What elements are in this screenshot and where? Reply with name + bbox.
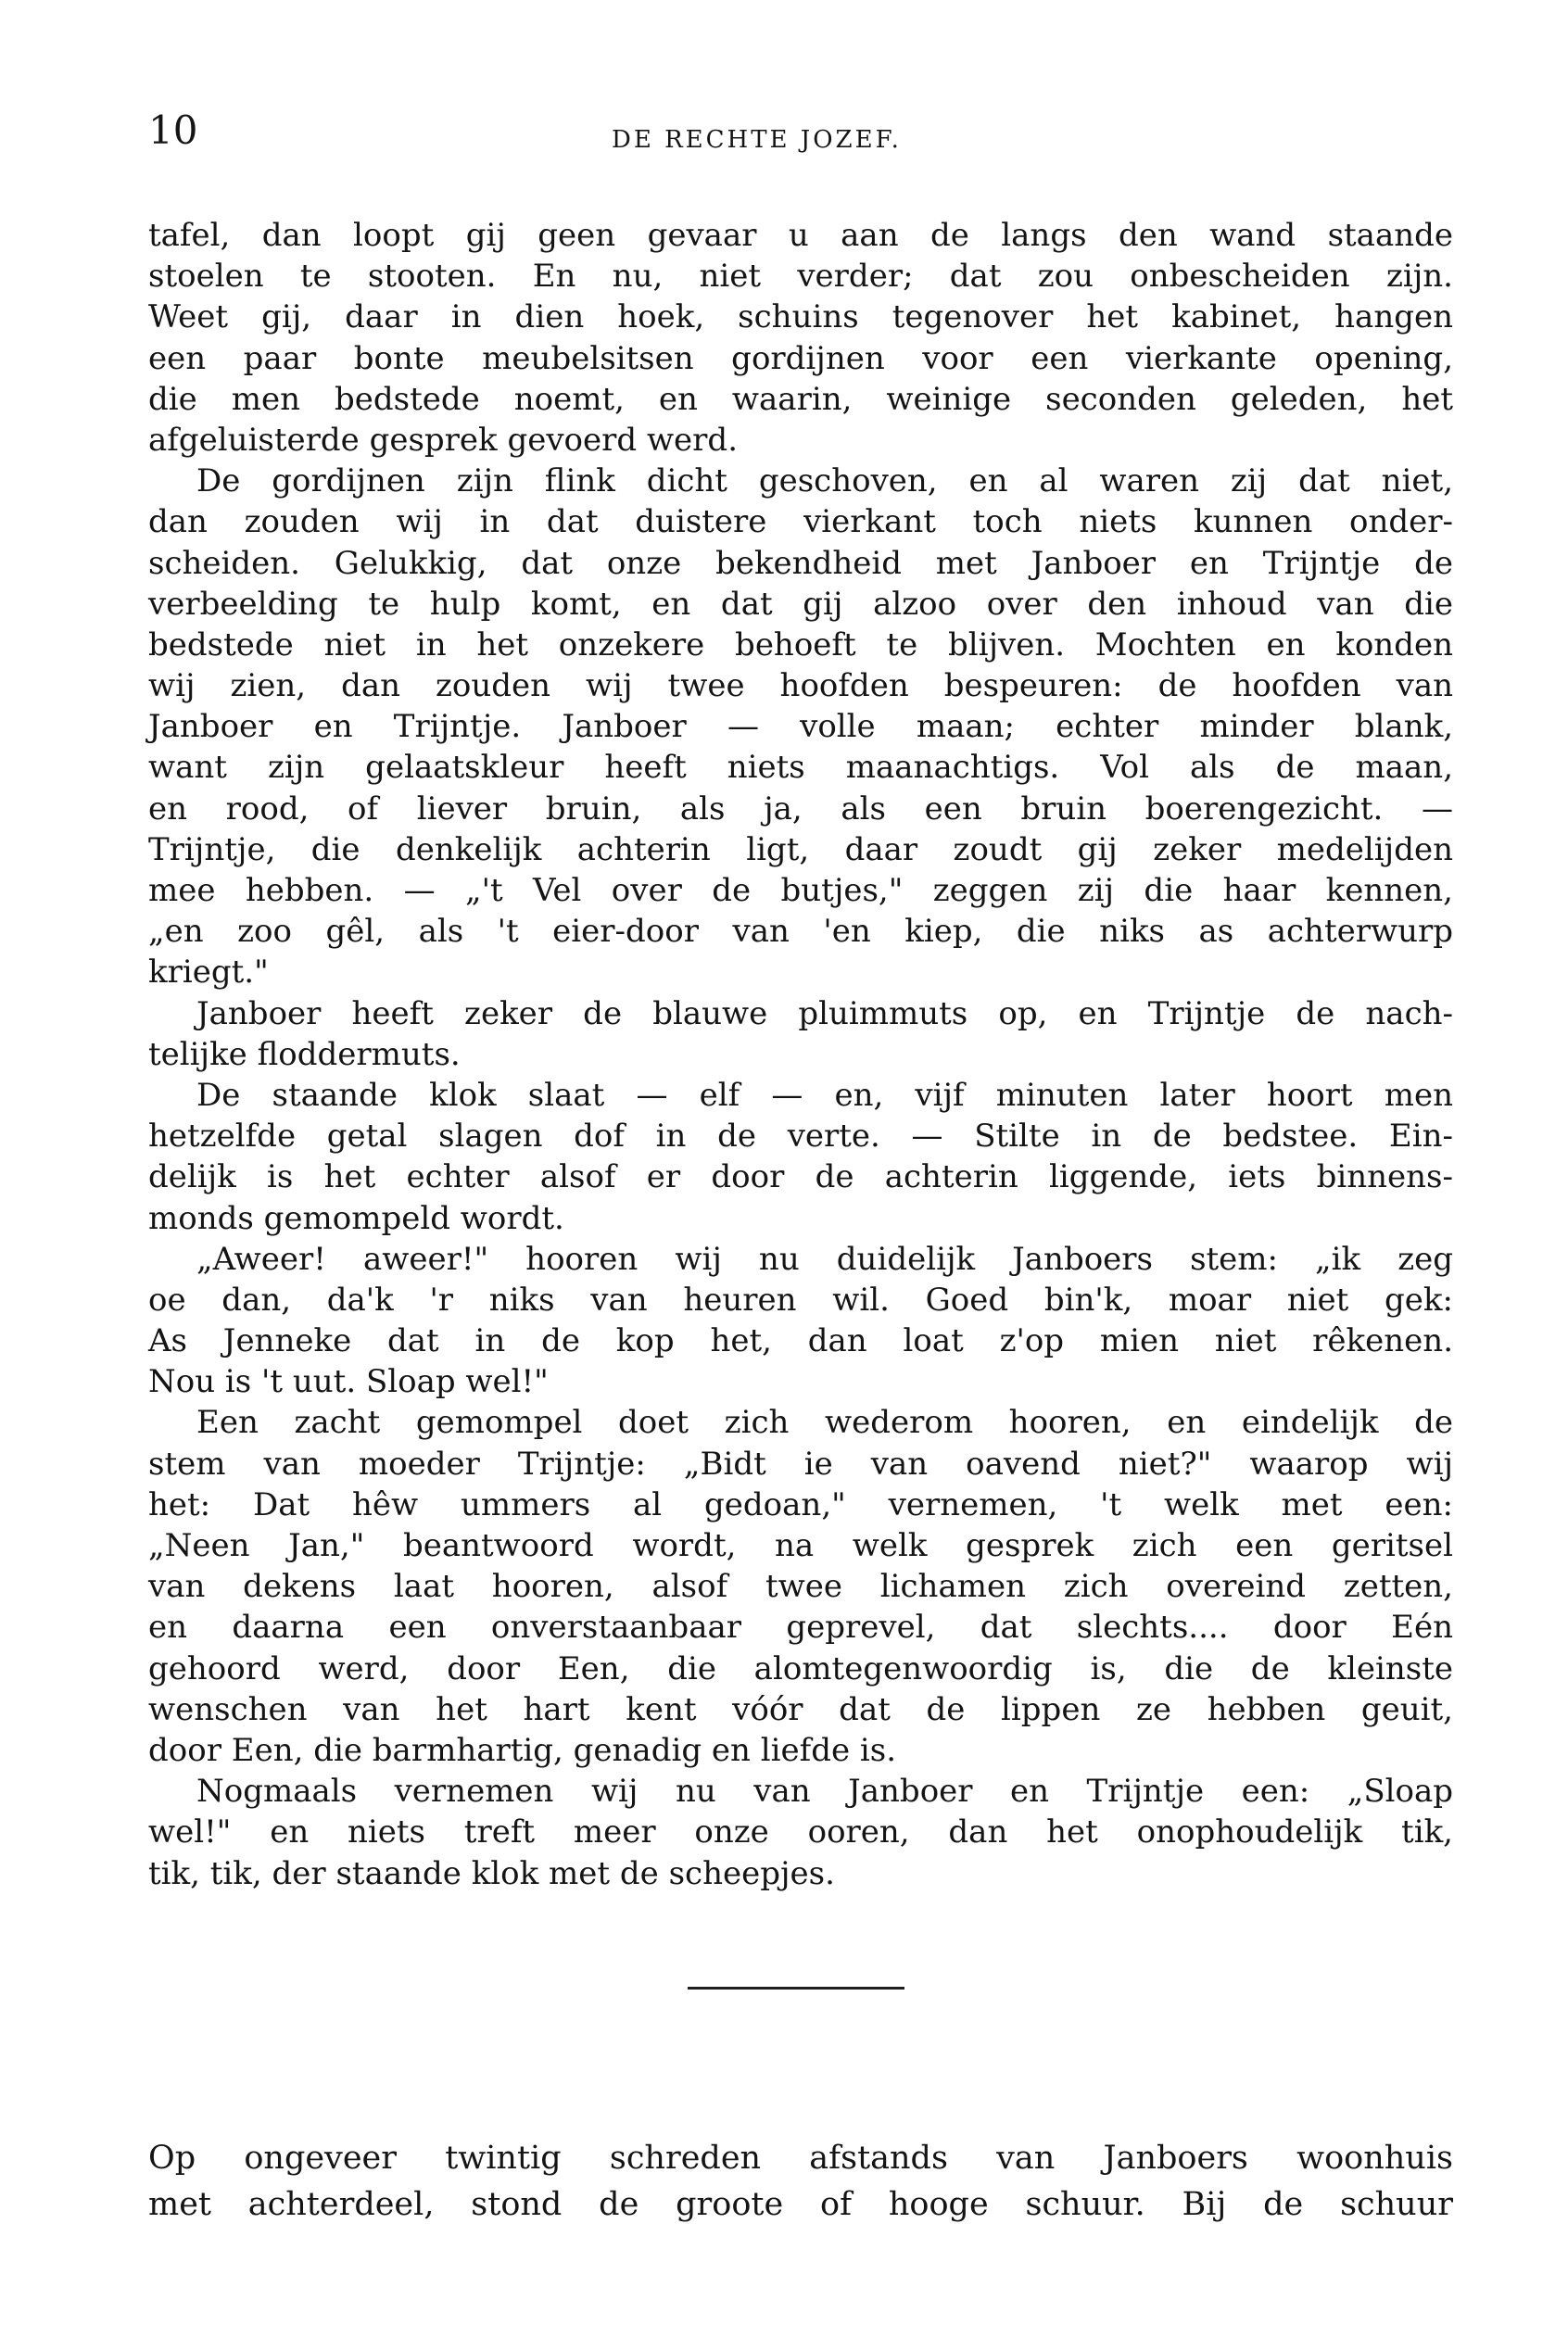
text-line: en rood, of liever bruin, als ja, als een bruin boerengezicht. — xyxy=(148,790,1453,828)
text-line: oe dan, da'k 'r niks van heuren wil. Goed bin'k, moar niet gek: xyxy=(148,1281,1453,1319)
next-section-text xyxy=(148,2135,1453,2228)
text-line: Trijntje, die denkelijk achterin ligt, daar zoudt gij zeker medelijden xyxy=(148,830,1453,868)
text-line: hetzelfde getal slagen dof in de verte. — Stilte in de bedstee. Ein- xyxy=(148,1118,1453,1156)
text-line: delijk is het echter alsof er door de achterin liggende, iets binnens- xyxy=(148,1158,1453,1196)
text-line: dan zouden wij in dat duistere vierkant toch niets kunnen onder- xyxy=(148,503,1453,541)
text-line: en daarna een onverstaanbaar geprevel, dat slechts.... door Eén xyxy=(148,1609,1453,1647)
text-line: Weet gij, daar in dien hoek, schuins tegenover het kabinet, hangen xyxy=(148,298,1453,336)
section-divider-rule xyxy=(688,1987,904,1990)
text-line: „Neen Jan," beantwoord wordt, na welk gesprek zich een geritsel xyxy=(148,1527,1453,1564)
running-title: DE RECHTE JOZEF. xyxy=(612,126,902,154)
text-line: die men bedstede noemt, en waarin, weinige seconden geleden, het xyxy=(148,380,1453,418)
text-line: scheiden. Gelukkig, dat onze bekendheid met Janboer en Trijntje de xyxy=(148,544,1453,582)
text-line: As Jenneke dat in de kop het, dan loat z'op mien niet rêkenen. xyxy=(148,1322,1453,1360)
text-line: „en zoo gêl, als 't eier-door van 'en kiep, die niks as achterwurp xyxy=(148,913,1453,951)
text-line: een paar bonte meubelsitsen gordijnen voor een vierkante opening, xyxy=(148,339,1453,377)
text-line: bedstede niet in het onzekere behoeft te blijven. Mochten en konden xyxy=(148,625,1453,663)
text-line: Nogmaals vernemen wij nu van Janboer en Trijntje een: „Sloap xyxy=(196,1773,1453,1811)
text-line: kriegt." xyxy=(148,954,269,992)
text-line: tik, tik, der staande klok met de scheepjes. xyxy=(148,1854,835,1892)
text-line: monds gemompeld wordt. xyxy=(148,1199,564,1237)
text-line: Janboer heeft zeker de blauwe pluimmuts op, en Trijntje de nach- xyxy=(196,994,1453,1032)
text-line: De gordijnen zijn flink dicht geschoven, en al waren zij dat niet, xyxy=(196,462,1453,500)
text-line: met achterdeel, stond de groote of hooge schuur. Bij de schuur xyxy=(148,2186,1453,2223)
text-line: verbeelding te hulp komt, en dat gij alzoo over den inhoud van die xyxy=(148,585,1453,623)
text-line: het: Dat hêw ummers al gedoan," vernemen, 't welk met een: xyxy=(148,1485,1453,1523)
text-line: stoelen te stooten. En nu, niet verder; dat zou onbescheiden zijn. xyxy=(148,258,1453,296)
text-line: mee hebben. — „'t Vel over de butjes," zeggen zij die haar kennen, xyxy=(148,872,1453,909)
text-line: Nou is 't uut. Sloap wel!" xyxy=(148,1363,549,1401)
text-line: wenschen van het hart kent vóór dat de lippen ze hebben geuit, xyxy=(148,1690,1453,1728)
text-line: tafel, dan loopt gij geen gevaar u aan de langs den wand staande xyxy=(148,217,1453,254)
text-line: Een zacht gemompel doet zich wederom hooren, en eindelijk de xyxy=(196,1404,1453,1442)
text-line: wel!" en niets treft meer onze ooren, dan het onophoudelijk tik, xyxy=(148,1813,1453,1851)
body-text xyxy=(148,215,1453,1894)
text-line: want zijn gelaatskleur heeft niets maanachtigs. Vol als de maan, xyxy=(148,749,1453,787)
text-line: Janboer en Trijntje. Janboer — volle maan; echter minder blank, xyxy=(148,708,1453,746)
text-line: van dekens laat hooren, alsof twee lichamen zich overeind zetten, xyxy=(148,1568,1453,1606)
text-line: De staande klok slaat — elf — en, vijf minuten later hoort men xyxy=(196,1076,1453,1114)
text-line: wij zien, dan zouden wij twee hoofden bespeuren: de hoofden van xyxy=(148,667,1453,705)
text-line: door Een, die barmhartig, genadig en liefde is. xyxy=(148,1731,897,1769)
page-number: 10 xyxy=(148,107,198,153)
text-line: „Aweer! aweer!" hooren wij nu duidelijk Janboers stem: „ik zeg xyxy=(196,1240,1453,1278)
text-line: stem van moeder Trijntje: „Bidt ie van oavend niet?" waarop wij xyxy=(148,1445,1453,1483)
text-line: Op ongeveer twintig schreden afstands van Janboers woonhuis xyxy=(148,2140,1453,2177)
text-line: afgeluisterde gesprek gevoerd werd. xyxy=(148,421,739,459)
text-line: telijke floddermuts. xyxy=(148,1035,461,1073)
text-line: gehoord werd, door Een, die alomtegenwoordig is, die de kleinste xyxy=(148,1649,1453,1687)
